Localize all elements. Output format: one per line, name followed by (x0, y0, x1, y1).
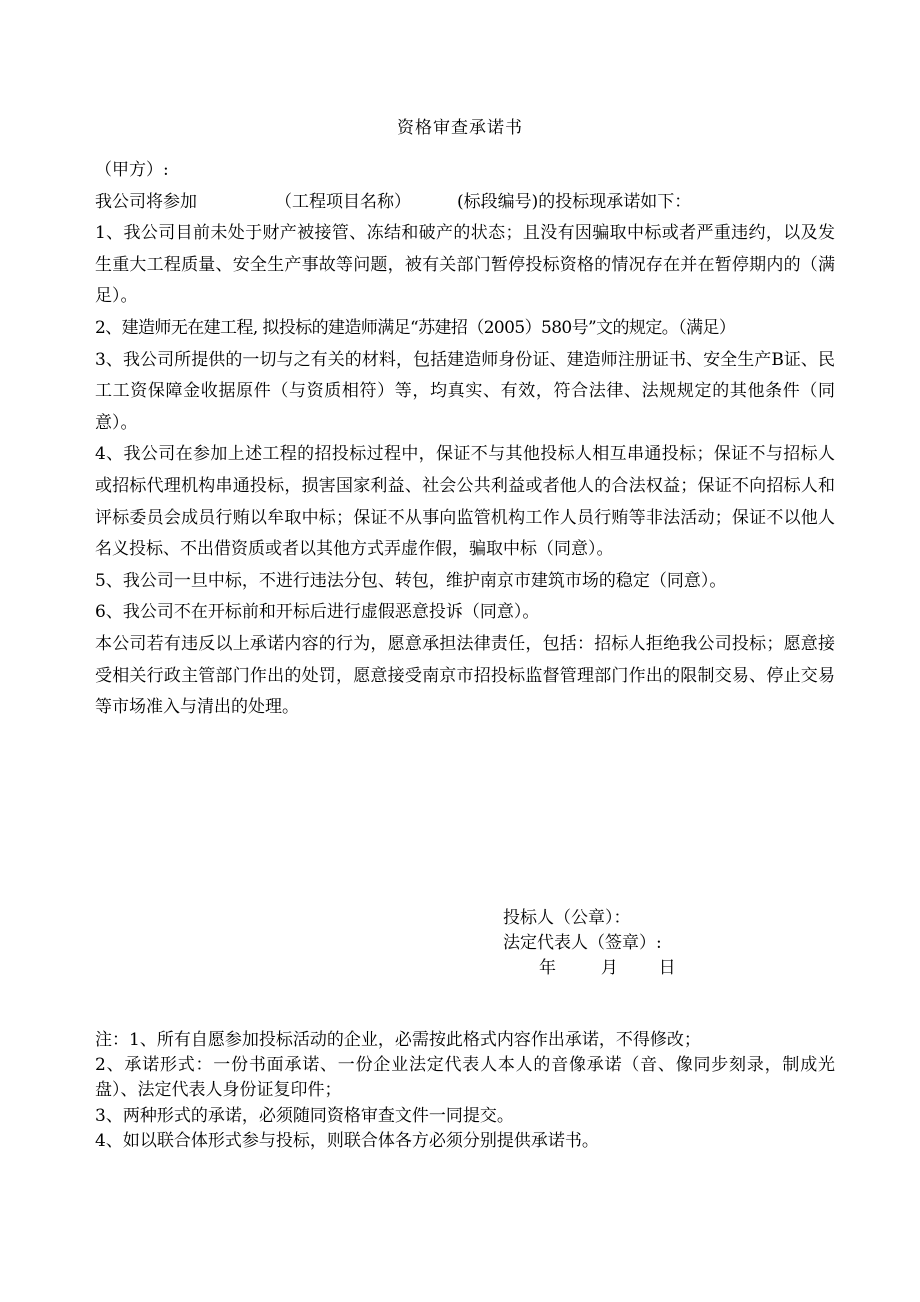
project-name-placeholder: （工程项目名称） (275, 191, 411, 212)
date-line (503, 956, 676, 981)
note-2: 2、承诺形式：一份书面承诺、一份企业法定代表人本人的音像承诺（音、像同步刻录，制成光盘）、法定代表人身份证复印件； (95, 1055, 835, 1101)
notes-section (95, 1028, 835, 1154)
note-1: 注：1、所有自愿参加投标活动的企业，必需按此格式内容作出承诺，不得修改； (95, 1030, 701, 1050)
addressee: （甲方）: (95, 160, 169, 180)
signature-block (503, 906, 676, 981)
bidder-seal-line: 投标人（公章）： (503, 908, 631, 928)
note-4: 4、如以联合体形式参与投标，则联合体各方必须分别提供承诺书。 (95, 1130, 599, 1151)
intro-prefix: 我公司将参加 (95, 191, 197, 212)
date-day: 日 (658, 958, 676, 978)
legal-representative-line: 法定代表人（签章）: (503, 933, 662, 953)
commitment-item-4: 4、我公司在参加上述工程的招投标过程中，保证不与其他投标人相互串通投标；保证不与招标人或招标代理机构串通投标，损害国家利益、社会公共利益或者他人的合法权益；保证不向招标人和评标委员会成员行贿以牟取中标；保证不从事向监管机构工作人员行贿等非法活动；保证不以他人名义投标、不出借资质或者以其他方式弄虚作假，骗取中标（同意）。 (95, 444, 835, 560)
liability-statement: 本公司若有违反以上承诺内容的行为，愿意承担法律责任，包括：招标人拒绝我公司投标；愿意接受相关行政主管部门作出的处罚，愿意接受南京市招投标监督管理部门作出的限制交易、停止交易等市场准入与清出的处理。 (95, 633, 835, 718)
note-3: 3、两种形式的承诺，必须随同资格审查文件一同提交。 (95, 1105, 514, 1126)
commitment-item-5: 5、我公司一旦中标，不进行违法分包、转包，维护南京市建筑市场的稳定（同意）。 (95, 570, 727, 591)
commitment-item-1: 1、我公司目前未处于财产被接管、冻结和破产的状态；且没有因骗取中标或者严重违约，以及发生重大工程质量、安全生产事故等问题，被有关部门暂停投标资格的情况存在并在暂停期内的（满足）。 (95, 223, 835, 307)
commitment-item-2: 2、建造师无在建工程, 拟投标的建造师满足“苏建招（2005）580号”文的规定。（满足） (95, 317, 736, 338)
document-body (95, 155, 835, 724)
section-number-placeholder: (标段编号)的投标现承诺如下： (457, 191, 692, 212)
document-title: 资格审查承诺书 (397, 118, 523, 138)
date-year: 年 (539, 958, 556, 978)
date-month: 月 (600, 958, 618, 978)
commitment-item-6: 6、我公司不在开标前和开标后进行虚假恶意投诉（同意）。 (95, 602, 540, 623)
intro-line (95, 187, 835, 219)
commitment-item-3: 3、我公司所提供的一切与之有关的材料，包括建造师身份证、建造师注册证书、安全生产B证、民工工资保障金收据原件（与资质相符）等，均真实、有效，符合法律、法规规定的其他条件（同意）。 (95, 349, 835, 433)
